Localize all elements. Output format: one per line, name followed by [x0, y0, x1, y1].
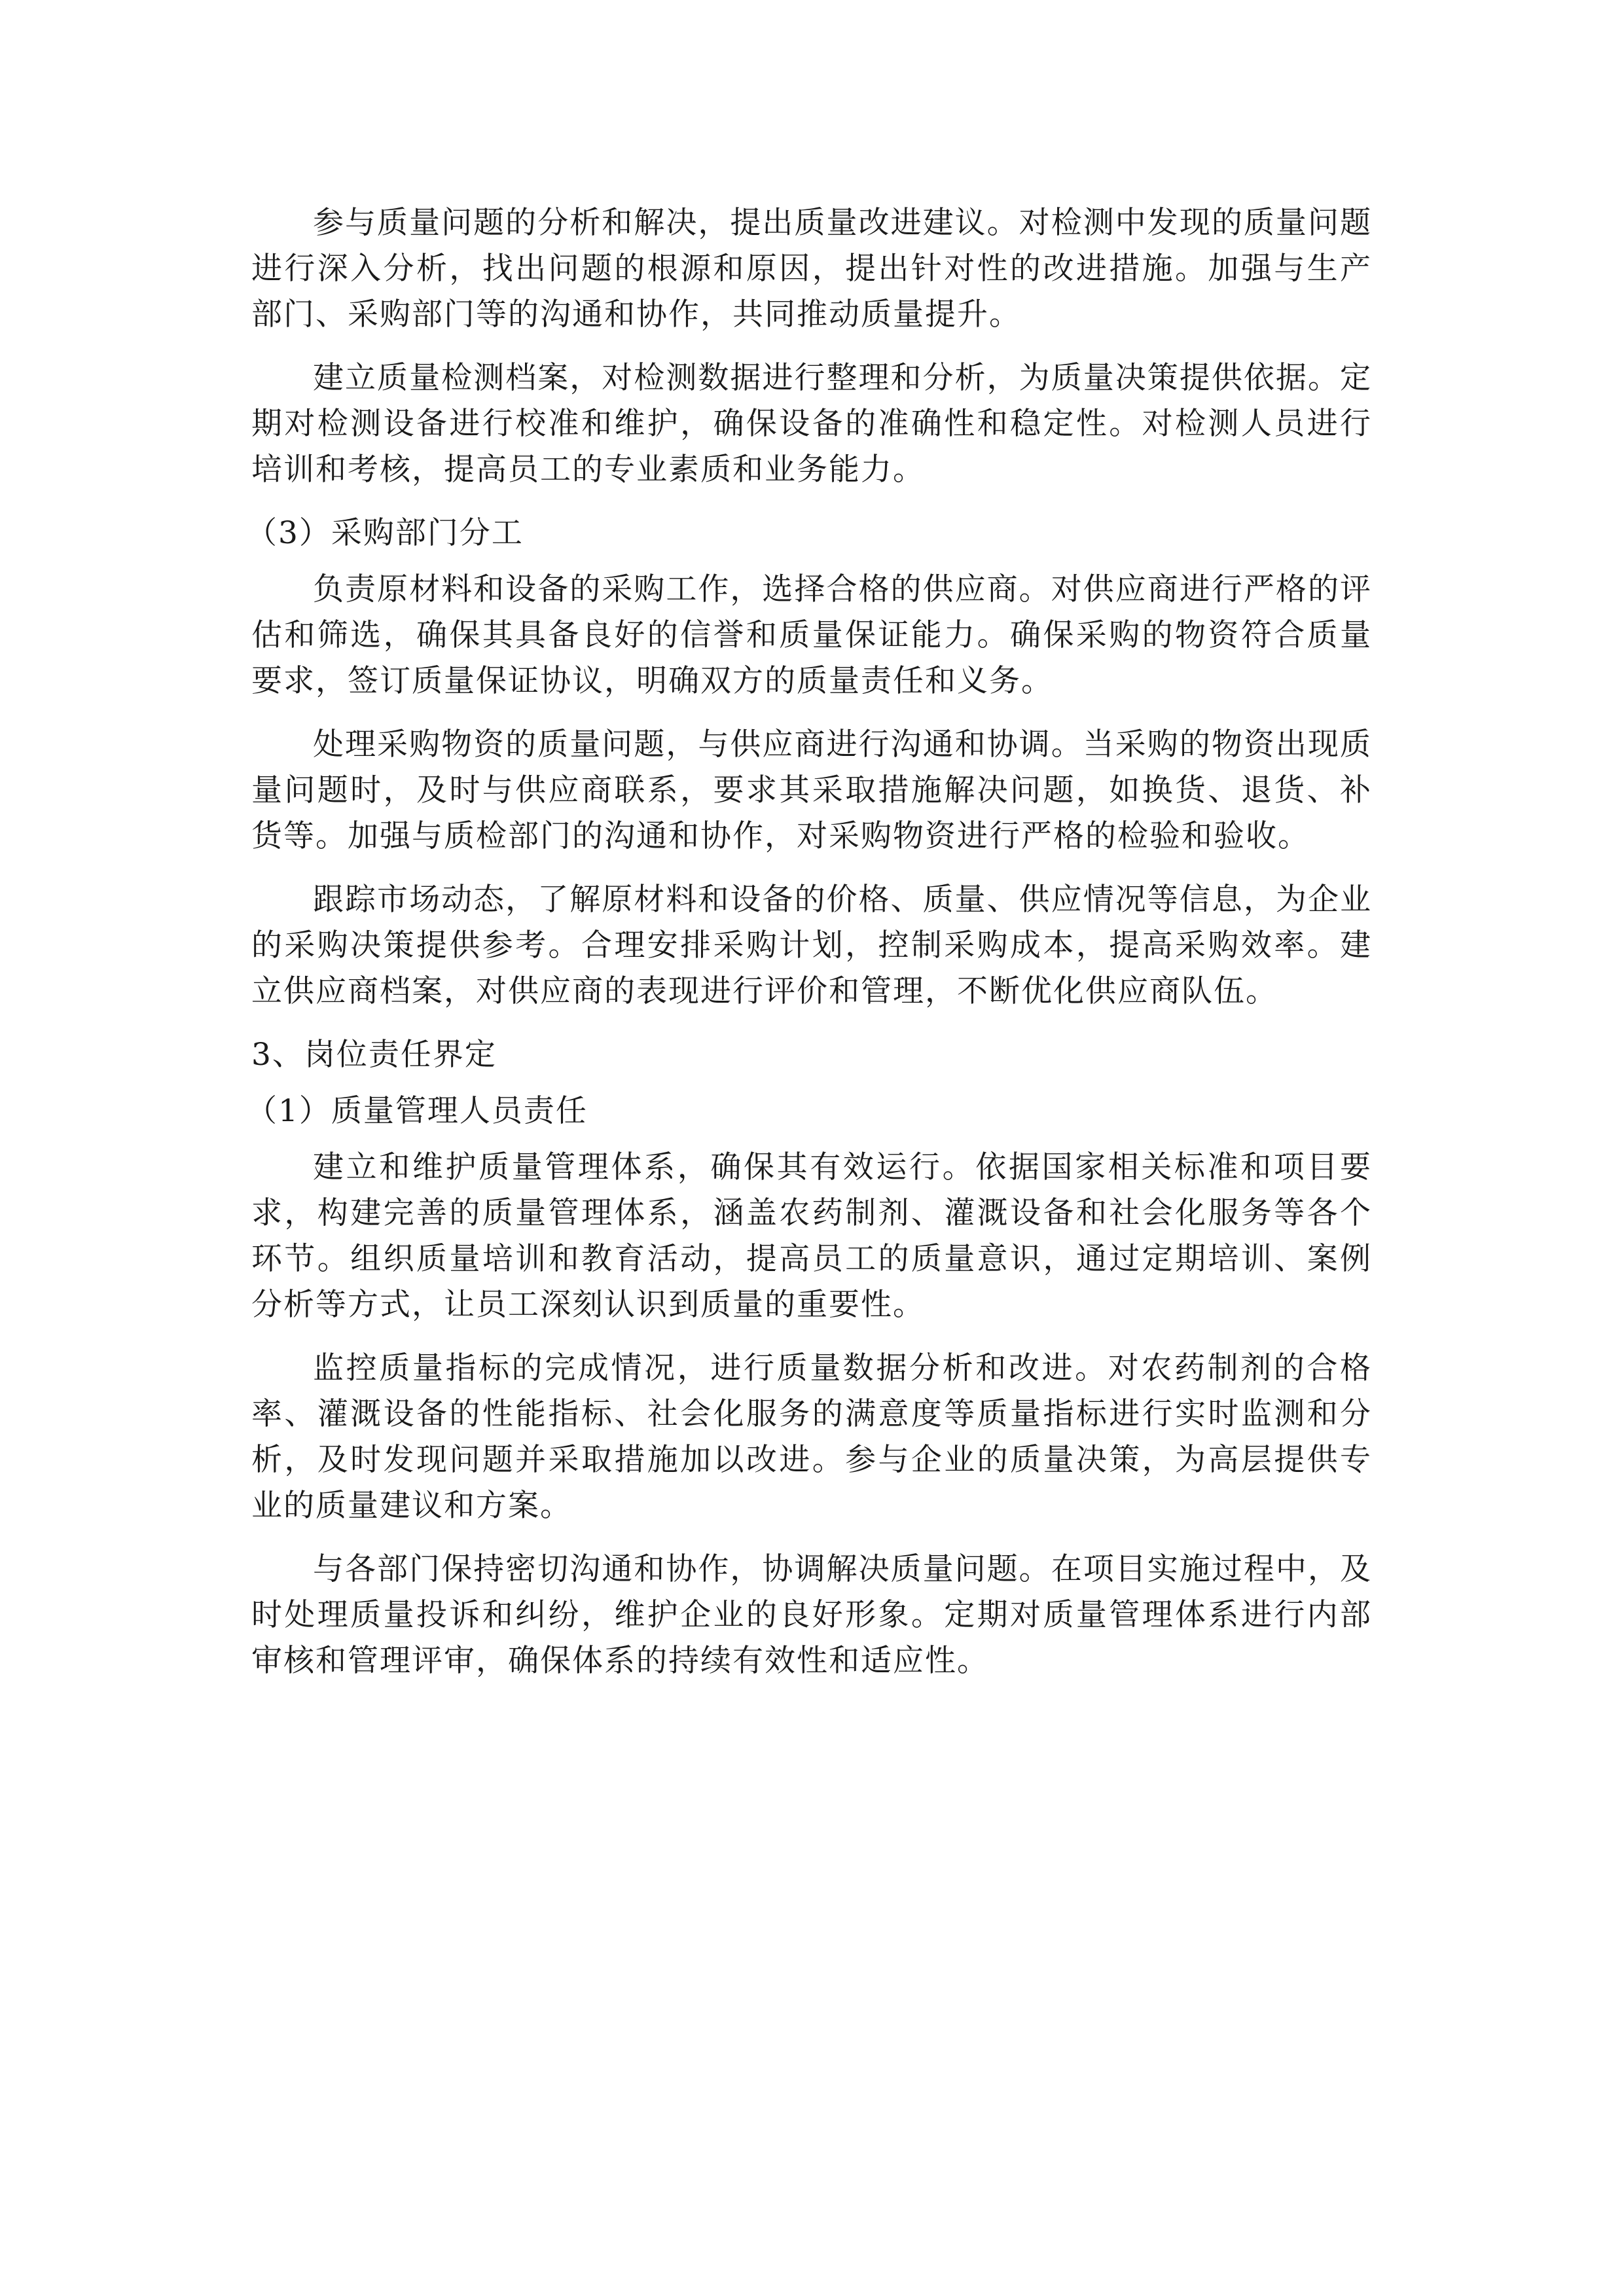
paragraph: 负责原材料和设备的采购工作，选择合格的供应商。对供应商进行严格的评估和筛选，确保其具备良好的信誉和质量保证能力。确保采购的物资符合质量要求，签订质量保证协议，明确双方的质量责任和义务。: [251, 571, 1372, 699]
paragraph: 跟踪市场动态，了解原材料和设备的价格、质量、供应情况等信息，为企业的采购决策提供参考。合理安排采购计划，控制采购成本，提高采购效率。建立供应商档案，对供应商的表现进行评价和管理，不断优化供应商队伍。: [251, 882, 1372, 1009]
paragraph: 处理采购物资的质量问题，与供应商进行沟通和协调。当采购的物资出现质量问题时，及时与供应商联系，要求其采取措施解决问题，如换货、退货、补货等。加强与质检部门的沟通和协作，对采购物资进行严格的检验和验收。: [251, 726, 1372, 854]
document-body: [246, 200, 1372, 1702]
section-heading: 3、岗位责任界定: [251, 1037, 497, 1073]
paragraph: 与各部门保持密切沟通和协作，协调解决质量问题。在项目实施过程中，及时处理质量投诉和纠纷，维护企业的良好形象。定期对质量管理体系进行内部审核和管理评审，确保体系的持续有效性和适应性。: [251, 1551, 1372, 1679]
section-heading: （3）采购部门分工: [246, 515, 524, 551]
section-heading: （1）质量管理人员责任: [246, 1093, 588, 1129]
paragraph: 参与质量问题的分析和解决，提出质量改进建议。对检测中发现的质量问题进行深入分析，找出问题的根源和原因，提出针对性的改进措施。加强与生产部门、采购部门等的沟通和协作，共同推动质量提升。: [251, 205, 1372, 332]
paragraph: 建立质量检测档案，对检测数据进行整理和分析，为质量决策提供依据。定期对检测设备进行校准和维护，确保设备的准确性和稳定性。对检测人员进行培训和考核，提高员工的专业素质和业务能力。: [251, 360, 1372, 488]
paragraph: 建立和维护质量管理体系，确保其有效运行。依据国家相关标准和项目要求，构建完善的质量管理体系，涵盖农药制剂、灌溉设备和社会化服务等各个环节。组织质量培训和教育活动，提高员工的质量意识，通过定期培训、案例分析等方式，让员工深刻认识到质量的重要性。: [251, 1149, 1372, 1323]
paragraph: 监控质量指标的完成情况，进行质量数据分析和改进。对农药制剂的合格率、灌溉设备的性能指标、社会化服务的满意度等质量指标进行实时监测和分析，及时发现问题并采取措施加以改进。参与企业的质量决策，为高层提供专业的质量建议和方案。: [251, 1350, 1372, 1524]
